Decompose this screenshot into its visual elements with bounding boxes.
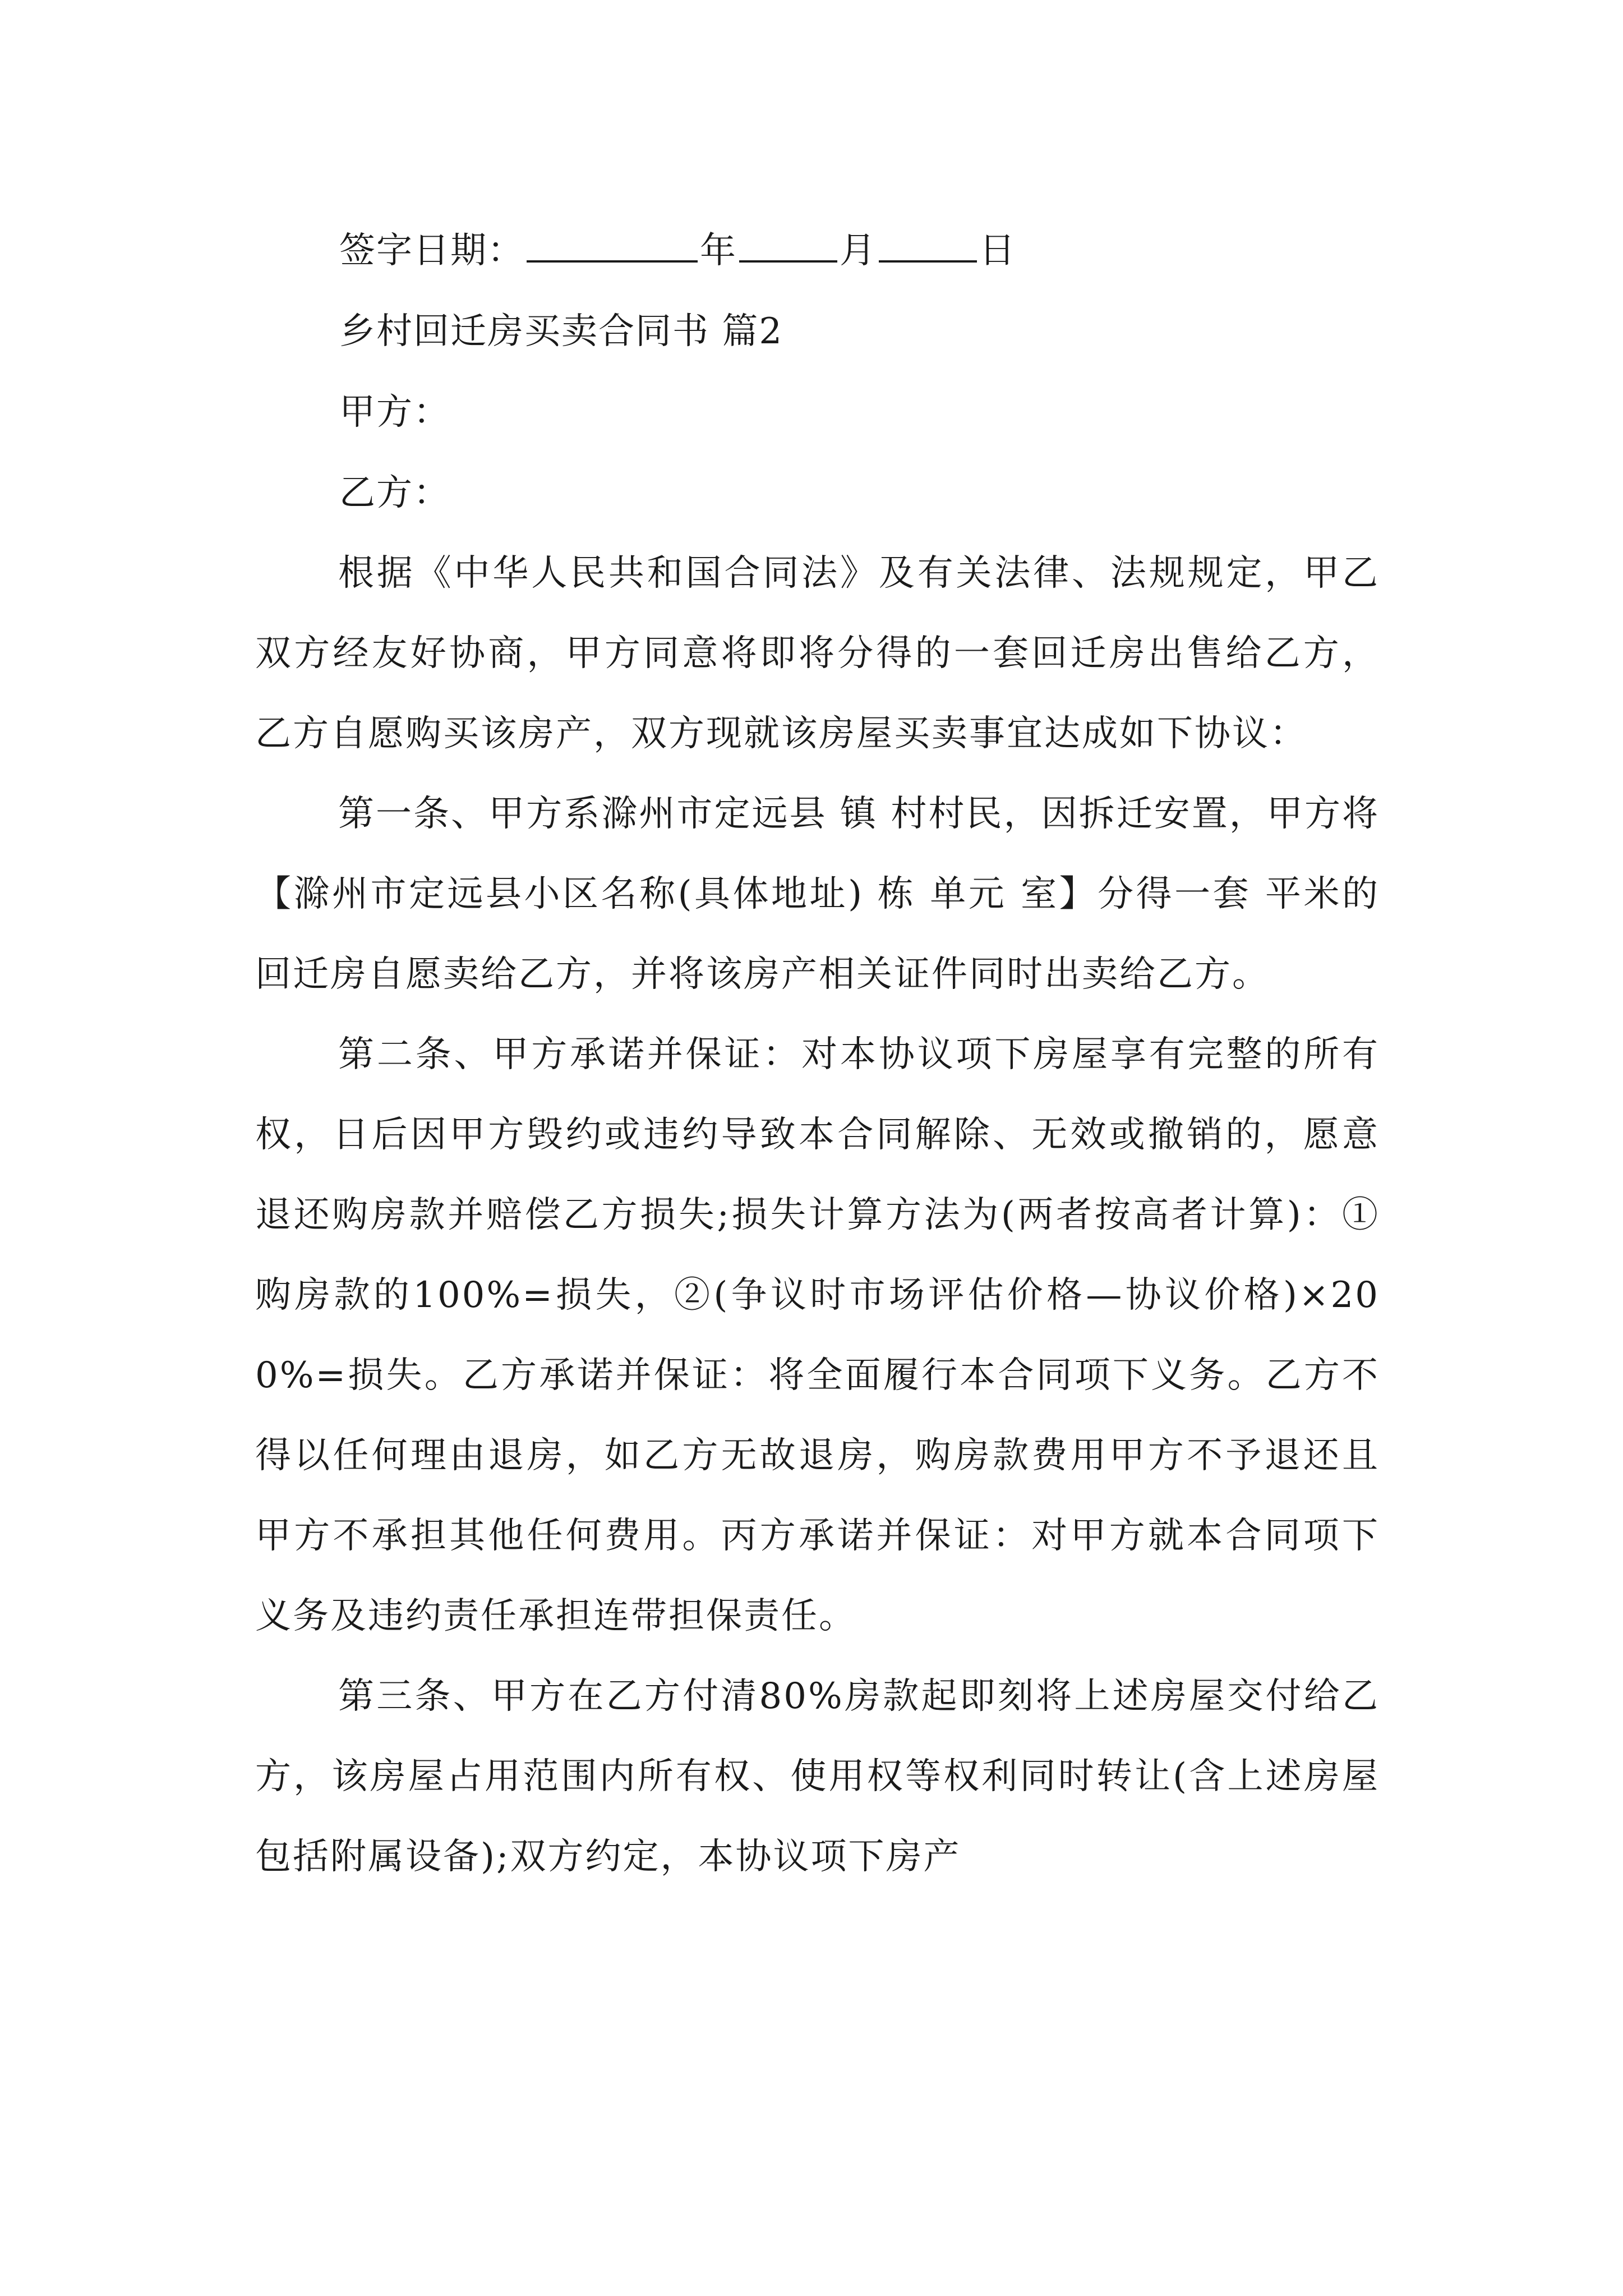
sign-date-line	[255, 210, 1380, 291]
section-title: 乡村回迁房买卖合同书 篇2	[339, 311, 783, 352]
paragraph-article-3: 第三条、甲方在乙方付清80%房款起即刻将上述房屋交付给乙方，该房屋占用范围内所有权、使用权等权利同时转让(含上述房屋包括附属设备);双方约定，本协议项下房产	[255, 1676, 1380, 1878]
document-body	[255, 210, 1380, 1897]
paragraph-preamble: 根据《中华人民共和国合同法》及有关法律、法规规定，甲乙双方经友好协商，甲方同意将即将分得的一套回迁房出售给乙方，乙方自愿购买该房产，双方现就该房屋买卖事宜达成如下协议：	[255, 553, 1380, 754]
sign-date-label: 签字日期：	[339, 230, 524, 272]
day-label: 日	[979, 230, 1016, 272]
day-blank	[879, 228, 977, 263]
month-blank	[739, 228, 837, 263]
month-label: 月	[840, 230, 877, 272]
year-label: 年	[700, 230, 737, 272]
paragraph-article-1: 第一条、甲方系滁州市定远县 镇 村村民，因拆迁安置，甲方将【滁州市定远县小区名称(具体地址) 栋 单元 室】分得一套 平米的回迁房自愿卖给乙方，并将该房产相关证件同时出卖给乙方。	[255, 793, 1380, 995]
year-blank	[527, 228, 698, 263]
party-a-label: 甲方：	[339, 392, 450, 433]
paragraph-article-2: 第二条、甲方承诺并保证：对本协议项下房屋享有完整的所有权，日后因甲方毁约或违约导致本合同解除、无效或撤销的，愿意退还购房款并赔偿乙方损失;损失计算方法为(两者按高者计算)：①购房款的100%=损失，②(争议时市场评估价格—协议价格)×200%=损失。乙方承诺并保证：将全面履行本合同项下义务。乙方不得以任何理由退房，如乙方无故退房，购房款费用甲方不予退还且甲方不承担其他任何费用。丙方承诺并保证：对甲方就本合同项下义务及违约责任承担连带担保责任。	[255, 1034, 1380, 1637]
party-b-label: 乙方：	[339, 472, 450, 514]
